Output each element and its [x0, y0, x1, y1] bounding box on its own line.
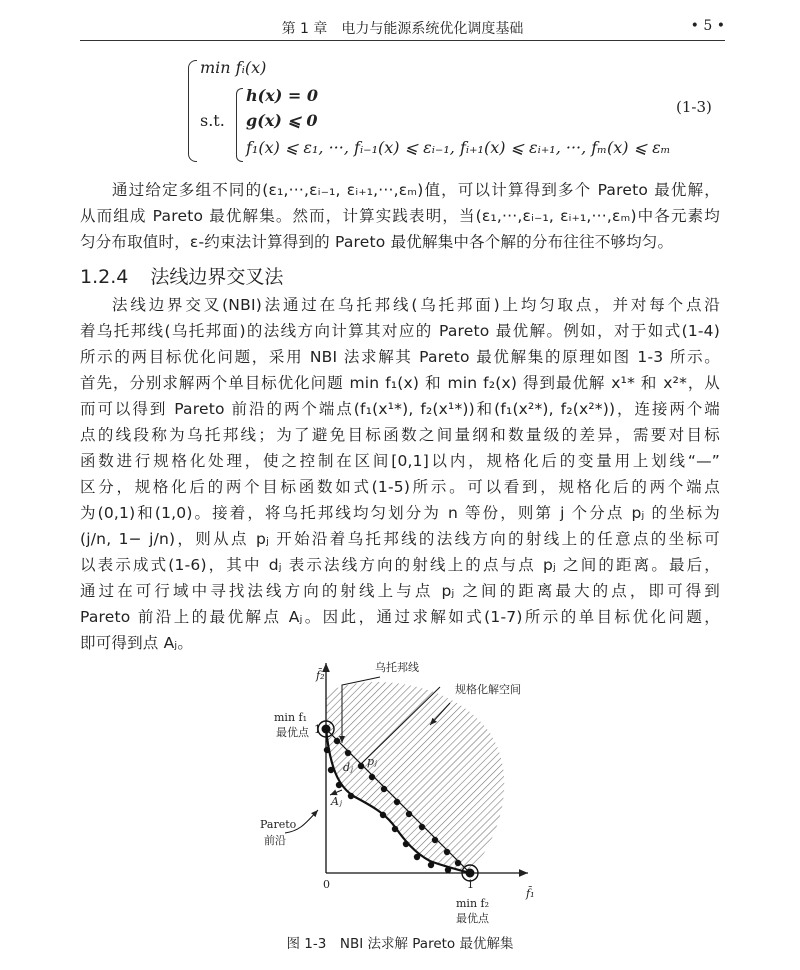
min-f1-optimal: 最优点 — [276, 726, 309, 739]
pj-label: pⱼ — [367, 755, 377, 768]
min-f2-optimal: 最优点 — [456, 912, 489, 925]
text-line: (j/n, 1− j/n)，则从点 pⱼ 开始沿着乌托邦线的法线方向的射线上的任意点的坐标可 — [80, 530, 720, 548]
pareto-point — [328, 767, 334, 773]
pareto-point — [392, 826, 398, 832]
y-axis-label: f̄₂ — [316, 669, 325, 682]
pareto-point — [445, 867, 451, 873]
equation-g: g(x) ⩽ 0 — [246, 111, 318, 130]
pareto-point — [414, 854, 420, 860]
figure-caption: 图 1-3 NBI 法求解 Pareto 最优解集 — [286, 936, 514, 952]
utopia-point — [369, 774, 375, 780]
text-line: 所示的两目标优化问题，采用 NBI 法求解其 Pareto 最优解集的原理如图 1-3 所示。 — [80, 348, 720, 366]
text-line: 首先，分别求解两个单目标优化问题 min f₁(x) 和 min f₂(x) 得到最优解 x¹* 和 x²*，从 — [80, 374, 720, 392]
figure-nbi — [250, 655, 550, 935]
text-line: 即可得到点 Aⱼ。 — [80, 634, 194, 652]
pareto-point — [324, 747, 330, 753]
utopia-point — [406, 811, 412, 817]
section-heading — [80, 262, 305, 289]
text-line: 通过给定多组不同的(ε₁,···,εᵢ₋₁, εᵢ₊₁,···,εₘ)值，可以计算得到多个 Pareto 最优解， — [112, 181, 720, 199]
utopia-point — [444, 849, 450, 855]
text-line: 函数进行规格化处理，使之控制在区间[0,1]以内，规格化后的变量用上划线“—” — [80, 452, 720, 470]
utopia-label: 乌托邦线 — [375, 661, 419, 674]
text-line: 为(0,1)和(1,0)。接着，将乌托邦线均匀划分为 n 等份，则第 j 个分点 pⱼ 的坐标为 — [80, 504, 720, 522]
pareto-label: Pareto — [260, 818, 297, 831]
min-f2-label: min f₂ — [456, 897, 490, 910]
endpoint-min-f2-dot — [466, 869, 475, 878]
page-number: • 5 • — [690, 18, 725, 34]
section-number: 1.2.4 — [80, 266, 129, 288]
space-label: 规格化解空间 — [455, 683, 521, 696]
utopia-point — [345, 750, 351, 756]
text-line: 通过在可行域中寻找法线方向的射线上与点 pⱼ 之间的距离最大的点，即可得到 — [80, 582, 720, 600]
equation-st: s.t. — [200, 111, 225, 130]
utopia-point — [381, 786, 387, 792]
inner-brace — [236, 88, 243, 162]
text-line: 区分，规格化后的两个目标函数如式(1-5)所示。可以看到，规格化后的两个端点 — [80, 478, 720, 496]
text-line: 而可以得到 Pareto 前沿的两个端点(f₁(x¹*), f₂(x¹*))和(f₁(x²*), f₂(x²*))，连接两个端 — [80, 400, 720, 418]
utopia-point — [334, 738, 340, 744]
pareto-point — [380, 812, 386, 818]
equation-eps: f₁(x) ⩽ ε₁, ···, fᵢ₋₁(x) ⩽ εᵢ₋₁, fᵢ₊₁(x) ⩽ εᵢ₊₁, ···, fₘ(x) ⩽ εₘ — [246, 138, 671, 157]
aj-label: Aⱼ — [331, 795, 342, 808]
pareto-point — [428, 862, 434, 868]
text-line: Pareto 前沿上的最优解点 Aⱼ。因此，通过求解如式(1-7)所示的单目标优化问题， — [80, 608, 720, 626]
min-f1-label: min f₁ — [274, 711, 308, 724]
x-tick-1: 1 — [467, 878, 474, 891]
equation-number: (1-3) — [676, 98, 712, 116]
equation-objective: min fᵢ(x) — [200, 58, 267, 77]
front-label: 前沿 — [264, 834, 286, 847]
outer-brace — [188, 60, 197, 162]
pareto-point — [336, 782, 342, 788]
equation-h: h(x) = 0 — [246, 86, 318, 105]
dj-label: dⱼ — [343, 761, 353, 774]
text-line: 法线边界交叉(NBI)法通过在乌托邦线(乌托邦面)上均匀取点，并对每个点沿 — [112, 296, 720, 314]
x-axis-label: f̄₁ — [526, 887, 535, 900]
section-title: 法线边界交叉法 — [150, 266, 284, 288]
text-line: 以表示成式(1-6)，其中 dⱼ 表示法线方向的射线上的点与点 pⱼ 之间的距离。最后， — [80, 556, 720, 574]
y-tick-1: 1 — [314, 723, 321, 736]
utopia-point — [455, 860, 461, 866]
endpoint-min-f1-dot — [322, 725, 331, 734]
text-line: 点的线段称为乌托邦线；为了避免目标函数之间量纲和数量级的差异，需要对目标 — [80, 426, 720, 444]
utopia-point — [419, 824, 425, 830]
origin-label: 0 — [323, 878, 330, 891]
text-line: 匀分布取值时，ε-约束法计算得到的 Pareto 最优解集中各个解的分布往往不够均匀。 — [80, 233, 674, 251]
text-line: 着乌托邦线(乌托邦面)的法线方向计算其对应的 Pareto 最优解。例如，对于如式(1-4) — [80, 322, 720, 340]
page-header — [80, 14, 725, 41]
utopia-point — [394, 799, 400, 805]
utopia-point — [432, 837, 438, 843]
pareto-point — [348, 793, 354, 799]
text-line: 从而组成 Pareto 最优解集。然而，计算实践表明，当(ε₁,···,εᵢ₋₁, εᵢ₊₁,···,εₘ)中各元素均 — [80, 207, 720, 225]
pareto-point — [403, 841, 409, 847]
chapter-title: 第 1 章 电力与能源系统优化调度基础 — [281, 21, 524, 37]
